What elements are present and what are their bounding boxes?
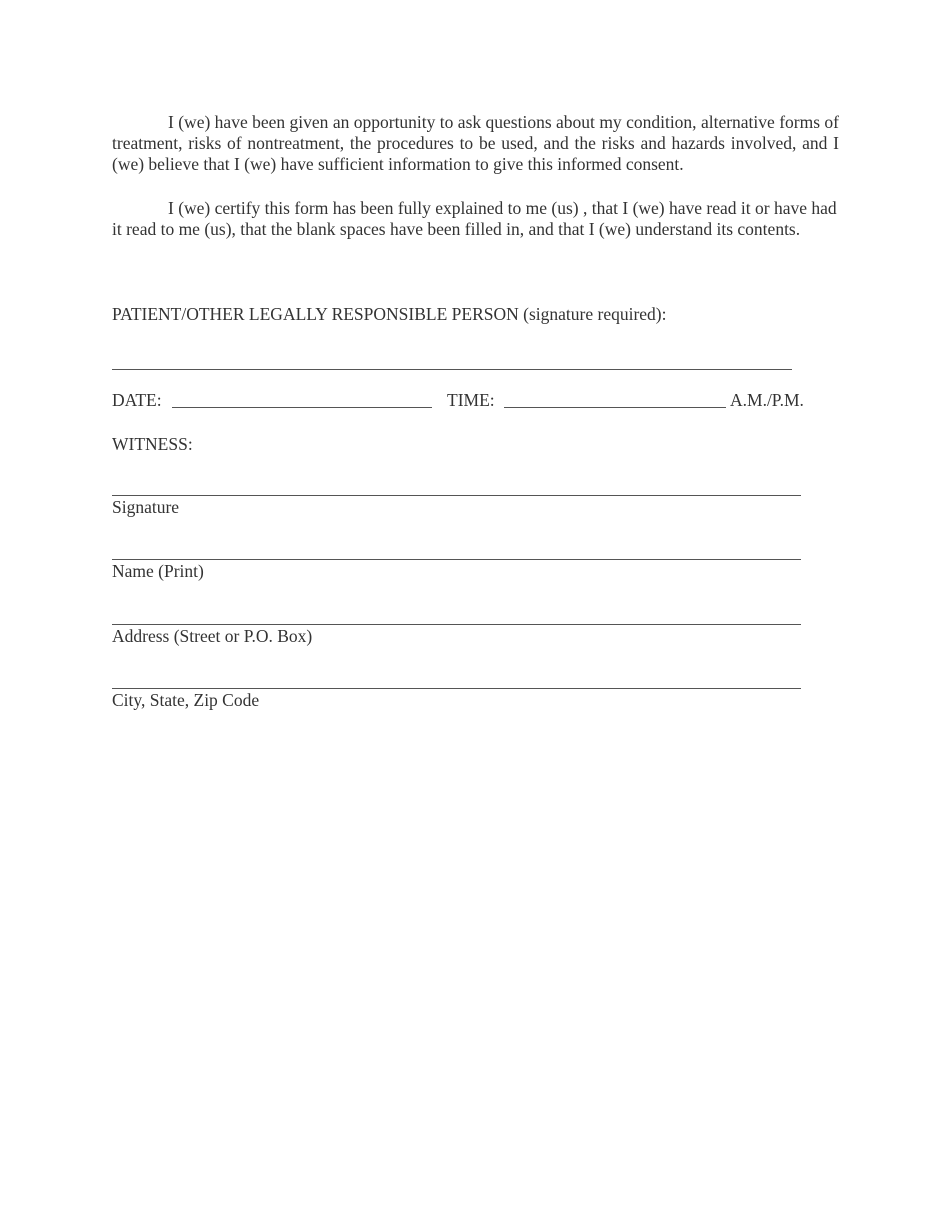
witness-address-line[interactable]	[112, 624, 801, 625]
witness-address-label: Address (Street or P.O. Box)	[112, 626, 313, 646]
time-label: TIME:	[447, 390, 495, 410]
consent-paragraph-questions: I (we) have been given an opportunity to ask questions about my condition, alternative forms of treatment, risks of nontreatment, the procedures to be used, and the risks and hazards involved, and I (we) believe that I (we) have sufficient information to give this informed consent.	[112, 112, 839, 174]
date-label: DATE:	[112, 390, 162, 410]
witness-signature-line[interactable]	[112, 495, 801, 496]
witness-city-line[interactable]	[112, 688, 801, 689]
consent-paragraph-certify: I (we) certify this form has been fully explained to me (us) , that I (we) have read it or have had it read to me (us), that the blank spaces have been filled in, and that I (we) understand its contents.	[112, 198, 837, 239]
witness-city-label: City, State, Zip Code	[112, 690, 260, 710]
patient-signature-label: PATIENT/OTHER LEGALLY RESPONSIBLE PERSON (signature required):	[112, 304, 667, 324]
witness-signature-label: Signature	[112, 497, 180, 517]
date-line[interactable]	[172, 407, 432, 408]
time-line[interactable]	[504, 407, 726, 408]
witness-name-line[interactable]	[112, 559, 801, 560]
ampm-label: A.M./P.M.	[730, 390, 804, 410]
witness-name-label: Name (Print)	[112, 561, 204, 581]
witness-label: WITNESS:	[112, 434, 193, 454]
patient-signature-line[interactable]	[112, 369, 792, 370]
consent-text-block	[112, 112, 839, 240]
